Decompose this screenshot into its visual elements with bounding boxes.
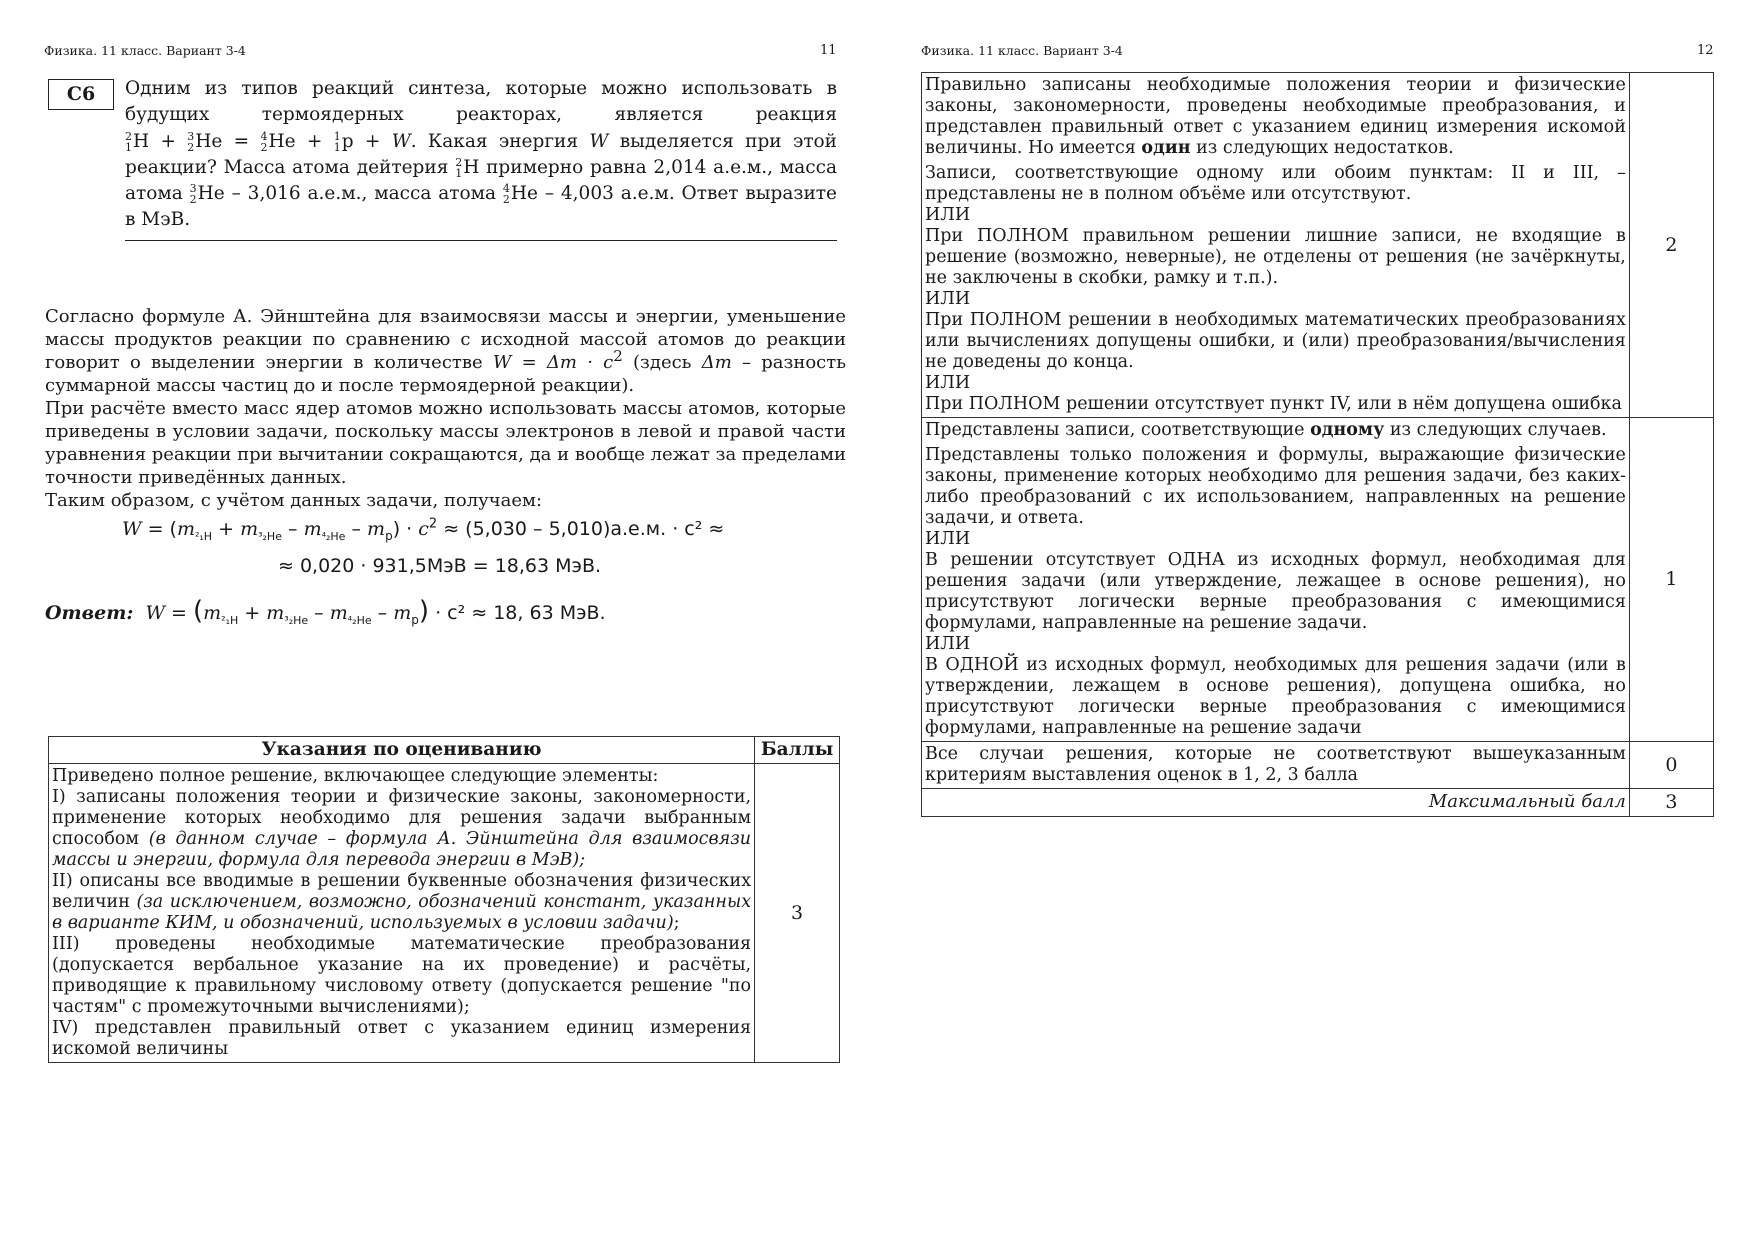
solution-p1-end: – разность суммарной массы частиц до и после термоядерной реакции). xyxy=(45,352,846,397)
row1-b4: В ОДНОЙ из исходных формул, необходимых для решения задачи (или в утверждении, лежащем в основе решения), допущена ошибка, но присутствуют логически верные преобразования с имеющимися формулами, направленные на решение задачи xyxy=(925,655,1626,738)
task-text-2: Какая энергия xyxy=(427,130,579,152)
task-text-1: Одним из типов реакций синтеза, которые можно использовать в будущих термоядерных реакторах, является реакция xyxy=(125,78,837,126)
table-row xyxy=(922,73,1714,418)
scoring-table xyxy=(48,736,840,1063)
solution-p1-tail: (здесь xyxy=(633,352,692,374)
row1-b1-bold: одному xyxy=(1310,420,1385,440)
task-text-3: выделяется при этой реакции? Масса атома дейтерия xyxy=(125,130,838,178)
page-header: Физика. 11 класс. Вариант 3-4 xyxy=(921,43,1123,58)
max-score-label: Максимальный балл xyxy=(922,789,1630,817)
solution-p1: Согласно формуле А. Эйнштейна для взаимосвязи массы и энергии, уменьшение массы продуктов реакции по сравнению с исходной массой атомов до реакции говорит о выделении энергии в количестве xyxy=(45,306,846,374)
row3-item1-note: (в данном случае – формула А. Эйнштейна для взаимосвязи массы и энергии, формула для перевода энергии в МэВ); xyxy=(52,829,752,871)
task-text-4: примерно равна 2,014 а.е.м., масса атома xyxy=(125,156,837,205)
row2-or1: ИЛИ xyxy=(925,205,971,225)
score-cell: 0 xyxy=(1629,742,1713,789)
criteria-cell xyxy=(922,418,1630,742)
row1-or2: ИЛИ xyxy=(925,634,971,654)
task-tag: C6 xyxy=(48,79,114,110)
row1-or1: ИЛИ xyxy=(925,529,971,549)
table-row xyxy=(49,764,840,1063)
row2-a1-bold: один xyxy=(1141,138,1191,158)
page-number: 12 xyxy=(1697,43,1714,58)
answer-tail: · c² ≈ 18, 63 МэВ. xyxy=(435,602,606,624)
row0-c1: Все случаи решения, которые не соответствуют вышеуказанным критериям выставления оценок в 1, 2, 3 балла xyxy=(925,744,1626,785)
row3-item1: I) записаны положения теории и физические законы, закономерности, применение которых необходимо для решения задачи выбранным способом xyxy=(52,787,752,850)
row2-a3: При ПОЛНОМ правильном решении лишние записи, не входящие в решение (возможно, неверные), не отделены от решения (не зачёркнуты, не заключены в скобки, рамку и т.п.). xyxy=(925,226,1626,288)
score-cell: 1 xyxy=(1629,418,1713,742)
score-cell: 3 xyxy=(755,764,840,1063)
answer-label: Ответ: xyxy=(45,602,134,624)
col-points-header: Баллы xyxy=(755,737,840,764)
answer-line: Ответ: $W = (m_{^2_1H} + m_{^3_2He} - m_{^4_2He} - m_p) \cdot c^2 \approx 18$, 63 МэВ. xyxy=(45,596,606,627)
criteria-cell xyxy=(922,73,1630,418)
row2-a5: При ПОЛНОМ решении отсутствует пункт IV, или в нём допущена ошибка xyxy=(925,394,1622,414)
row3-item2-note: (за исключением, возможно, обозначений констант, указанных в варианте КИМ, и обозначений, используемых в условии задачи) xyxy=(52,892,752,934)
task-text: Одним из типов реакций синтеза, которые можно использовать в будущих термоядерных реакторах, является реакция 2 1 H + 3 2 He = 4 2 He + 1 1 p + W. Какая энергия W выделяется при этой реакции? Масса атома дейтерия 2 1 H примерно равна 2,014 а.е.м., масса атома 3 2 He – 3,016 а.е.м., масса атома 4 2 He – 4,003 а.е.м. Ответ выразите в МэВ. xyxy=(125,76,837,241)
row1-b1: Представлены записи, соответствующие xyxy=(925,420,1305,440)
row1-b3: В решении отсутствует ОДНА из исходных формул, необходимая для решения задачи (или утверждение, лежащее в основе решения), но присутствуют логически верные преобразования с имеющимися формулами, направленные на решение задачи. xyxy=(925,550,1626,633)
row2-a1-end: из следующих недостатков. xyxy=(1196,138,1454,158)
row2-a1: Правильно записаны необходимые положения теории и физические законы, закономерности, проведены необходимые преобразования, и представлен правильный ответ с указанием единиц измерения искомой величины. Но имеется xyxy=(925,75,1626,158)
criteria-cell xyxy=(49,764,755,1063)
row2-or3: ИЛИ xyxy=(925,373,971,393)
solution-p2: При расчёте вместо масс ядер атомов можно использовать массы атомов, которые приведены в условии задачи, поскольку массы электронов в левой и правой части уравнения реакции при вычитании сокращаются, да и вообще лежат за пределами точности приведённых данных. xyxy=(45,398,846,489)
row3-item2: II) описаны все вводимые в решении буквенные обозначения физических величин xyxy=(52,871,752,913)
max-score-value: 3 xyxy=(1629,789,1713,817)
calc-1: ≈ (5,030 – 5,010)а.е.м. · c² ≈ xyxy=(443,518,725,540)
formula-line-1: $W = (m_{^2_1H} + m_{^3_2He} - m_{^4_2He} - m_p) \cdot c^2 \approx (5,030 - 5,010)а.е.м$. · c² ≈ xyxy=(122,516,725,543)
row1-b1-end: из следующих случаев. xyxy=(1389,420,1607,440)
table-row xyxy=(922,742,1714,789)
row3-item4: IV) представлен правильный ответ с указанием единиц измерения искомой величины xyxy=(52,1018,752,1060)
criteria-cell xyxy=(922,742,1630,789)
row3-intro: Приведено полное решение, включающее следующие элементы: xyxy=(52,766,659,787)
col-criteria-header: Указания по оцениванию xyxy=(49,737,755,764)
formula-line-2: ≈ 0,020 · 931,5МэВ = 18,63 МэВ. xyxy=(278,555,602,577)
right-page xyxy=(877,0,1754,1239)
row3-item2-end: ; xyxy=(673,913,680,934)
score-cell: 2 xyxy=(1629,73,1713,418)
row1-b2: Представлены только положения и формулы, выражающие физические законы, применение которых необходимо для решения задачи, без каких-либо преобразований с их использованием, направленных на решение задачи, и ответа. xyxy=(925,445,1626,528)
table-row xyxy=(922,789,1714,817)
page-header: Физика. 11 класс. Вариант 3-4 xyxy=(44,43,246,58)
row2-or2: ИЛИ xyxy=(925,289,971,309)
solution-p3: Таким образом, с учётом данных задачи, получаем: xyxy=(45,490,543,512)
row3-item3: III) проведены необходимые математические преобразования (допускается вербальное указание на их проведение) и расчёты, приводящие к правильному числовому ответу (допускается решение "по частям" с промежуточными вычислениями); xyxy=(52,934,752,1018)
page-number: 11 xyxy=(820,43,837,58)
task-text-5: – 3,016 а.е.м., масса атома xyxy=(231,183,497,205)
solution-text: Согласно формуле А. Эйнштейна для взаимосвязи массы и энергии, уменьшение массы продуктов реакции по сравнению с исходной массой атомов до реакции говорит о выделении энергии в количестве $W = \Delta m \cdot c^2$ (здесь Δm – разность суммарной массы частиц до и после термоядерной реакции). При расчёте вместо масс ядер атомов можно использовать массы атомов, которые приведены в условии задачи, поскольку массы электронов в левой и правой части уравнения реакции при вычитании сокращаются, да и вообще лежат за пределами точности приведённых данных. Таким образом, с учётом данных задачи, получаем: xyxy=(45,306,846,512)
table-row xyxy=(922,418,1714,742)
scoring-table-continued xyxy=(921,72,1714,817)
row2-a2: Записи, соответствующие одному или обоим пунктам: II и III, – представлены не в полном объёме или отсутствуют. xyxy=(925,163,1626,204)
row2-a4: При ПОЛНОМ решении в необходимых математических преобразованиях или вычислениях допущены ошибки, и (или) преобразования/вычисления не доведены до конца. xyxy=(925,310,1626,372)
task-text-6: – 4,003 а.е.м. Ответ выразите в МэВ. xyxy=(125,183,837,231)
